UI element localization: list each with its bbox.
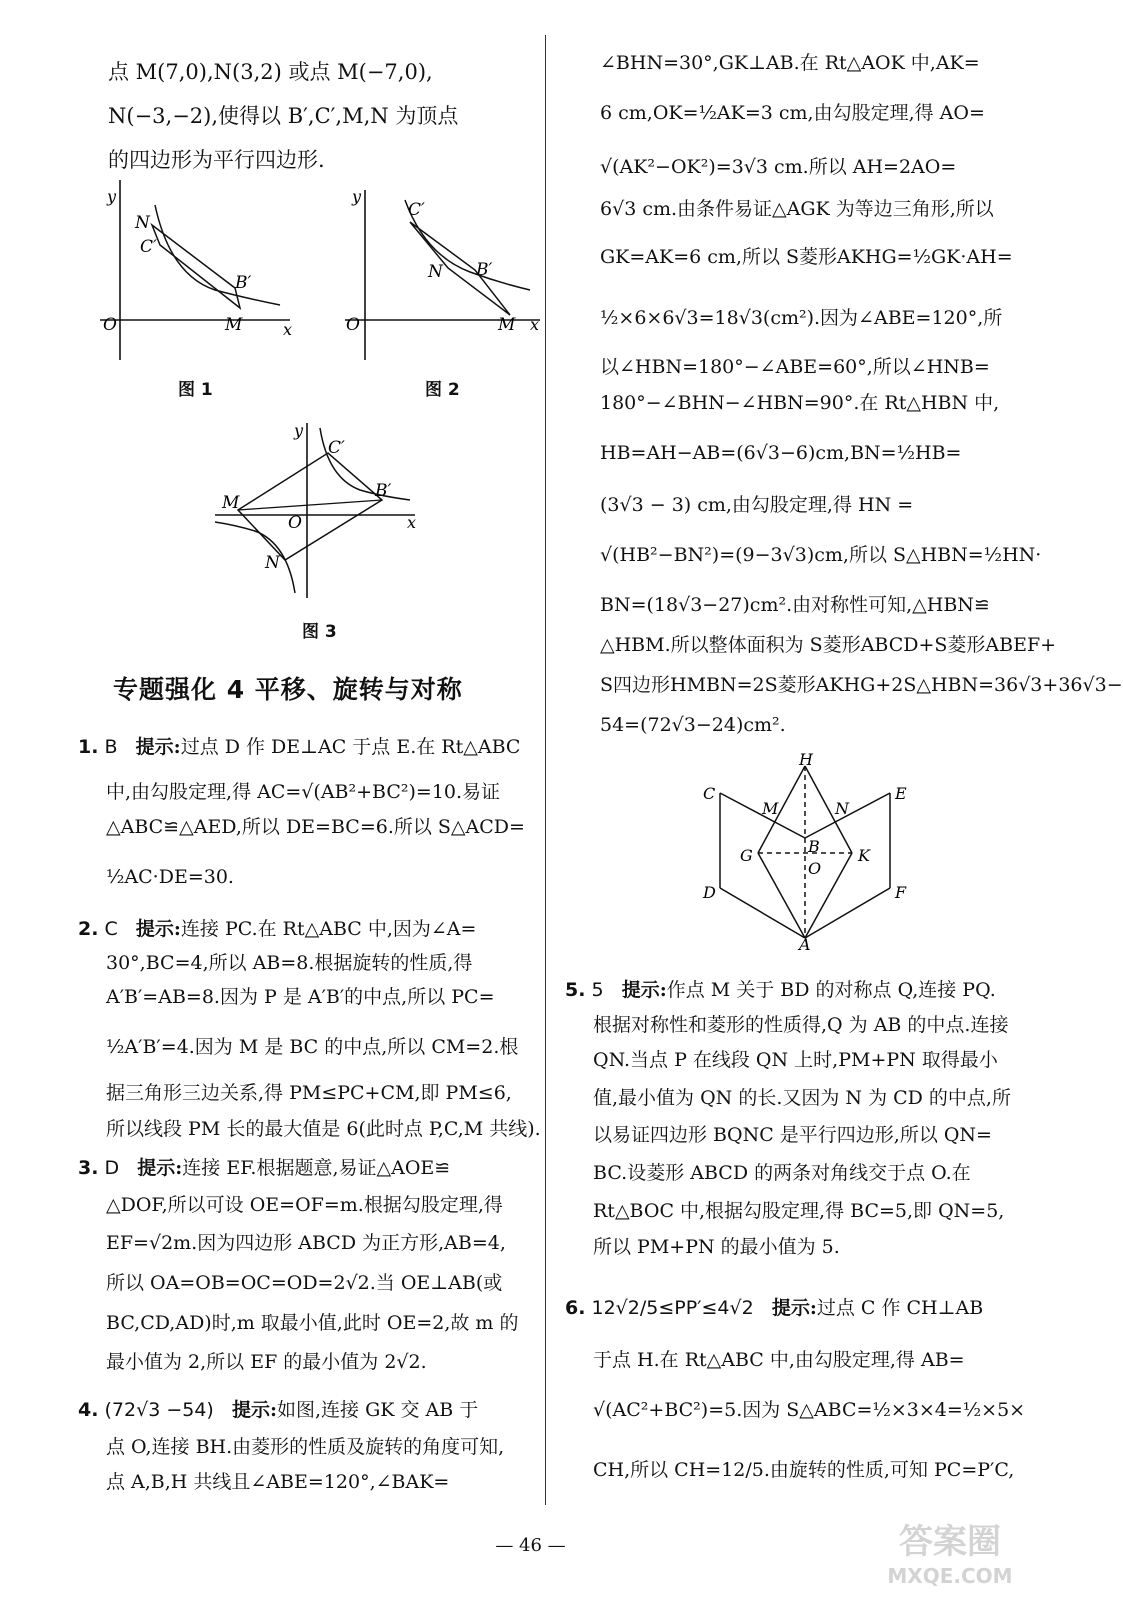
- item-answer: 12√2/5≤PP′≤4√2: [591, 1297, 754, 1319]
- label-b: B′: [375, 481, 392, 501]
- item-4-cont-line: ½×6×6√3=18√3(cm²).因为∠ABE=120°,所: [600, 307, 1003, 329]
- item-5-line: BC.设菱形 ABCD 的两条对角线交于点 O.在: [593, 1162, 971, 1184]
- intro-line: 点 M(7,0),N(3,2) 或点 M(−7,0),: [108, 60, 433, 84]
- item-5-line: 值,最小值为 QN 的长.又因为 N 为 CD 的中点,所: [593, 1087, 1011, 1109]
- parallelogram: [238, 453, 382, 560]
- item-3-line: BC,CD,AD)时,m 取最小值,此时 OE=2,故 m 的: [106, 1312, 519, 1334]
- item-2-line: 据三角形三边关系,得 PM≤PC+CM,即 PM≤6,: [106, 1082, 512, 1104]
- label-n: N: [835, 799, 849, 818]
- item-4-cont-line: 54=(72√3−24)cm².: [600, 714, 786, 736]
- figure-4: [690, 748, 930, 953]
- tip-label: 提示:: [135, 736, 181, 758]
- label-n: N: [265, 553, 280, 573]
- diagonal: [238, 500, 382, 510]
- item-4-cont-line: HB=AH−AB=(6√3−6)cm,BN=½HB=: [600, 442, 962, 464]
- figure-2-caption: 图 2: [425, 380, 460, 400]
- tip-label: 提示:: [621, 979, 667, 1001]
- intro-line: 的四边形为平行四边形.: [108, 148, 325, 172]
- item-4-cont-line: GK=AK=6 cm,所以 S菱形AKHG=½GK·AH=: [600, 246, 1013, 268]
- label-origin: O: [346, 315, 360, 335]
- item-2-line: 30°,BC=4,所以 AB=8.根据旋转的性质,得: [106, 952, 473, 974]
- page-number: — 46 —: [495, 1535, 566, 1556]
- item-number: 6.: [565, 1297, 586, 1319]
- label-x: x: [283, 320, 293, 339]
- item-text: 过点 D 作 DE⊥AC 于点 E.在 Rt△ABC: [180, 736, 521, 758]
- item-1-line: △ABC≌△AED,所以 DE=BC=6.所以 S△ACD=: [106, 816, 525, 838]
- edge-da: [720, 888, 805, 938]
- label-n: N: [428, 262, 443, 282]
- label-c: C′: [140, 237, 157, 257]
- item-5-line: Rt△BOC 中,根据勾股定理,得 BC=5,即 QN=5,: [593, 1200, 1005, 1222]
- item-4-cont-line: 6√3 cm.由条件易证△AGK 为等边三角形,所以: [600, 198, 994, 220]
- item-6-line: 于点 H.在 Rt△ABC 中,由勾股定理,得 AB=: [593, 1349, 965, 1371]
- item-3-line: 最小值为 2,所以 EF 的最小值为 2√2.: [106, 1351, 427, 1373]
- item-text: 连接 EF.根据题意,易证△AOE≌: [182, 1157, 451, 1179]
- item-1-line-0: [78, 722, 520, 772]
- label-y: y: [294, 421, 304, 440]
- figure-1: [95, 180, 295, 365]
- label-g: G: [740, 846, 753, 865]
- label-x: x: [407, 513, 417, 532]
- label-c: C′: [408, 200, 425, 220]
- label-m: M: [762, 799, 779, 818]
- item-4-cont-line: 以∠HBN=180°−∠ABE=60°,所以∠HNB=: [600, 356, 990, 378]
- item-2-line: ½A′B′=4.因为 M 是 BC 的中点,所以 CM=2.根: [106, 1036, 519, 1058]
- label-k: K: [858, 846, 870, 865]
- watermark-bottom: MXQE.COM: [887, 1564, 1013, 1588]
- label-c: C: [703, 784, 716, 803]
- item-5-line: QN.当点 P 在线段 QN 上时,PM+PN 取得最小: [593, 1049, 998, 1071]
- label-f: F: [895, 883, 907, 902]
- item-4-cont-line: S四边形HMBN=2S菱形AKHG+2S△HBN=36√3+36√3−: [600, 674, 1123, 696]
- item-4-cont-line: (3√3 − 3) cm,由勾股定理,得 HN =: [600, 494, 914, 516]
- label-a: A: [799, 935, 811, 954]
- section-title: 专题强化 4 平移、旋转与对称: [113, 675, 463, 704]
- item-number: 5.: [565, 979, 586, 1001]
- item-6-line: CH,所以 CH=12/5.由旋转的性质,可知 PC=P′C,: [593, 1459, 1015, 1481]
- item-3-line: △DOF,所以可设 OE=OF=m.根据勾股定理,得: [106, 1194, 503, 1216]
- figure-1-caption: 图 1: [178, 380, 213, 400]
- item-number: 2.: [78, 918, 99, 940]
- item-4-cont-line: BN=(18√3−27)cm².由对称性可知,△HBN≌: [600, 594, 990, 616]
- item-1-line: 中,由勾股定理,得 AC=√(AB²+BC²)=10.易证: [106, 781, 501, 803]
- item-2-line: 所以线段 PM 长的最大值是 6(此时点 P,C,M 共线).: [106, 1118, 541, 1140]
- item-4-cont-line: ∠BHN=30°,GK⊥AB.在 Rt△AOK 中,AK=: [600, 52, 980, 74]
- item-text: 连接 PC.在 Rt△ABC 中,因为∠A=: [180, 918, 477, 940]
- item-4-line: 点 O,连接 BH.由菱形的性质及旋转的角度可知,: [106, 1436, 505, 1458]
- item-4-cont-line: 6 cm,OK=½AK=3 cm,由勾股定理,得 AO=: [600, 102, 985, 124]
- item-text: 如图,连接 GK 交 AB 于: [276, 1399, 479, 1421]
- item-6-line-0: [565, 1283, 983, 1333]
- column-divider: [545, 35, 546, 1505]
- edge-ga: [758, 853, 805, 938]
- figure-3: [210, 418, 430, 603]
- item-answer: 5: [591, 979, 604, 1001]
- item-number: 4.: [78, 1399, 99, 1421]
- label-b: B: [808, 837, 820, 856]
- label-m: M: [222, 493, 240, 513]
- item-4-cont-line: √(AK²−OK²)=3√3 cm.所以 AH=2AO=: [600, 156, 957, 178]
- label-b: B′: [235, 273, 252, 293]
- label-m: M: [225, 315, 243, 335]
- item-4-cont-line: √(HB²−BN²)=(9−3√3)cm,所以 S△HBN=½HN·: [600, 544, 1042, 566]
- label-c: C′: [328, 438, 345, 458]
- item-3-line: 所以 OA=OB=OC=OD=2√2.当 OE⊥AB(或: [106, 1272, 503, 1294]
- item-4-cont-line: 180°−∠BHN−∠HBN=90°.在 Rt△HBN 中,: [600, 392, 1000, 414]
- tip-label: 提示:: [231, 1399, 277, 1421]
- label-origin: O: [288, 513, 302, 533]
- figure-3-caption: 图 3: [302, 622, 337, 642]
- tip-label: 提示:: [135, 918, 181, 940]
- label-origin: O: [103, 315, 117, 335]
- parallelogram: [410, 222, 510, 315]
- label-h: H: [799, 750, 813, 769]
- item-number: 1.: [78, 736, 99, 758]
- label-m: M: [498, 315, 516, 335]
- label-b: B′: [476, 260, 493, 280]
- item-5-line: 以易证四边形 BQNC 是平行四边形,所以 QN=: [593, 1124, 992, 1146]
- label-d: D: [703, 883, 716, 902]
- tip-label: 提示:: [137, 1157, 183, 1179]
- item-answer: D: [104, 1157, 120, 1179]
- item-answer: C: [104, 918, 118, 940]
- label-y: y: [107, 187, 117, 206]
- watermark-top: 答案圈: [899, 1522, 1001, 1562]
- label-e: E: [895, 784, 907, 803]
- watermark-logo: [875, 1515, 1025, 1590]
- item-answer: B: [104, 736, 118, 758]
- item-6-line: √(AC²+BC²)=5.因为 S△ABC=½×3×4=½×5×: [593, 1399, 1026, 1421]
- tip-label: 提示:: [771, 1297, 817, 1319]
- item-1-line: ½AC·DE=30.: [106, 866, 234, 888]
- edge-fa: [805, 888, 890, 938]
- item-4-line: 点 A,B,H 共线且∠ABE=120°,∠BAK=: [106, 1471, 450, 1493]
- item-number: 3.: [78, 1157, 99, 1179]
- item-text: 过点 C 作 CH⊥AB: [816, 1297, 984, 1319]
- figure-2: [340, 180, 545, 365]
- item-5-line: 所以 PM+PN 的最小值为 5.: [593, 1236, 840, 1258]
- item-5-line: 根据对称性和菱形的性质得,Q 为 AB 的中点.连接: [593, 1014, 1009, 1036]
- intro-line: N(−3,−2),使得以 B′,C′,M,N 为顶点: [108, 104, 459, 128]
- item-3-line: EF=√2m.因为四边形 ABCD 为正方形,AB=4,: [106, 1232, 506, 1254]
- item-text: 作点 M 关于 BD 的对称点 Q,连接 PQ.: [666, 979, 996, 1001]
- item-2-line: A′B′=AB=8.因为 P 是 A′B′的中点,所以 PC=: [106, 986, 495, 1008]
- label-x: x: [530, 315, 540, 334]
- label-n: N: [135, 213, 150, 233]
- label-o: O: [808, 859, 822, 878]
- label-y: y: [352, 187, 362, 206]
- item-4-cont-line: △HBM.所以整体面积为 S菱形ABCD+S菱形ABEF+: [600, 634, 1057, 656]
- item-answer: (72√3 −54): [104, 1399, 214, 1421]
